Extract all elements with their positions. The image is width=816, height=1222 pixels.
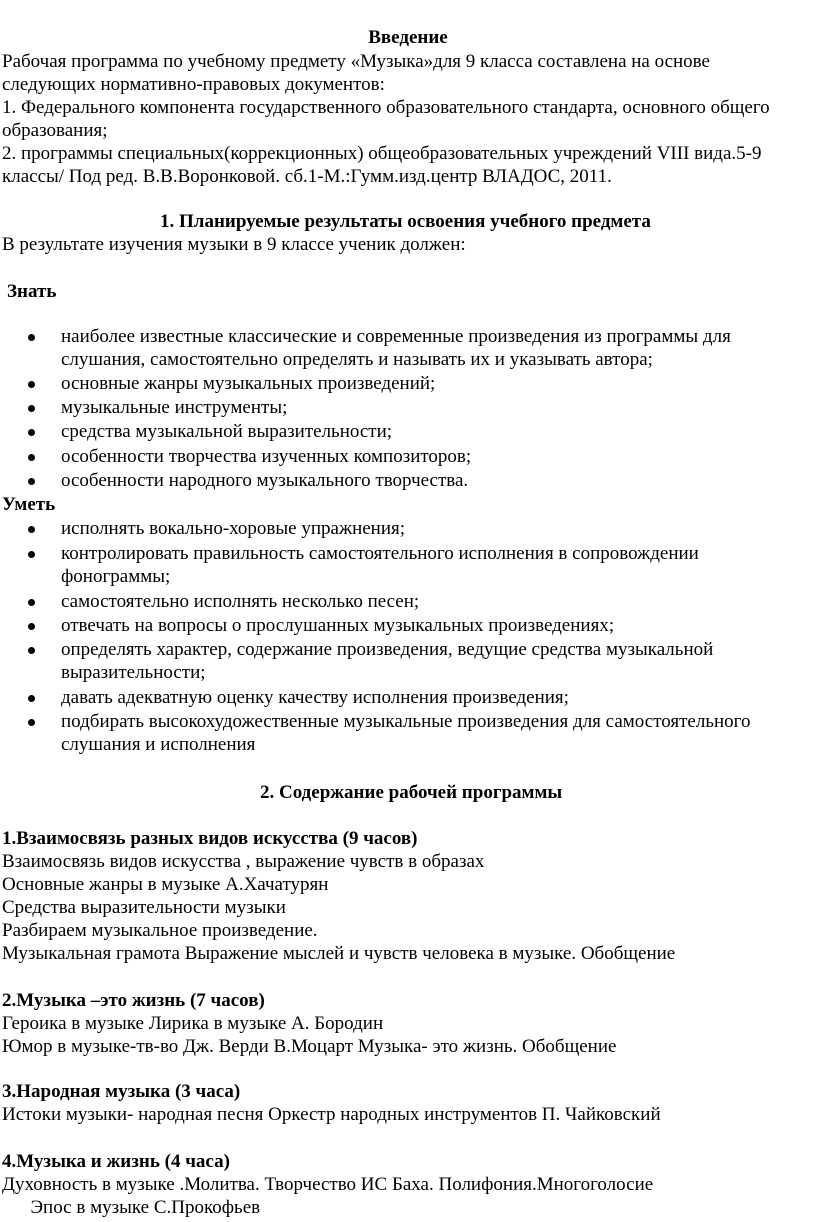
bullet-icon	[28, 719, 35, 726]
intro-title: Введение	[368, 27, 448, 48]
can-label: Уметь	[2, 494, 56, 515]
part-line: Основные жанры в музыке А.Хачатурян	[2, 874, 329, 895]
part-line: Эпос в музыке С.Прокофьев	[2, 1197, 261, 1218]
part-line: Взаимосвязь видов искусства , выражение чувств в образах	[2, 851, 485, 872]
bullet-icon	[28, 599, 35, 606]
bullet-icon	[28, 405, 35, 412]
intro-line: классы/ Под ред. В.В.Воронковой. сб.1-М.:Гумм.изд.центр ВЛАДОС, 2011.	[2, 166, 612, 187]
bullet-icon	[28, 647, 35, 654]
part-title: 3.Народная музыка (3 часа)	[2, 1081, 241, 1102]
bullet-icon	[28, 623, 35, 630]
part-line: Героика в музыке Лирика в музыке А. Бородин	[2, 1013, 384, 1034]
part-title: 2.Музыка –это жизнь (7 часов)	[2, 990, 265, 1011]
bullet-icon	[28, 695, 35, 702]
section2-heading: 2. Содержание рабочей программы	[260, 782, 563, 803]
intro-line: образования;	[2, 120, 108, 141]
intro-line: Рабочая программа по учебному предмету «Музыка»для 9 класса составлена на основе	[2, 51, 710, 72]
section1-lead: В результате изучения музыки в 9 классе ученик должен:	[2, 234, 466, 255]
intro-line: 1. Федерального компонента государственного образовательного стандарта, основного общего	[2, 97, 770, 118]
document-page: Введение Рабочая программа по учебному предмету «Музыка»для 9 класса составлена на основе следующих нормативно-правовых документов: 1. Федерального компонента государственного образовательного стандарта, основного общего образования; 2. программы специальных(коррекционных) общеобразовательных учреждений VIII вида.5-9 классы/ Под ред. В.В.Воронковой. сб.1-М.:Гумм.изд.центр ВЛАДОС, 2011. 1. Планируемые результаты освоения учебного предмета В результате изучения музыки в 9 классе ученик должен: Знать наиболее известные классические и современные произведения из программы для слушания, самостоятельно определять и называть их и указывать автора; основные жанры музыкальных произведений; музыкальные инструменты; средства музыкальной выразительности; особенности творчества изученных композиторов; особенности народного музыкального творчества. Уметь исполнять вокально-хоровые упражнения; контролировать правильность самостоятельного исполнения в сопровождении фонограммы; самостоятельно исполнять несколько песен; отвечать на вопросы о прослушанных музыкальных произведениях; определять характер, содержание произведения, ведущие средства музыкальной выразительности; давать адекватную оценку качеству исполнения произведения; подбирать высокохудожественные музыкальные произведения для самостоятельного слушания и исполнения 2. Содержание рабочей программы 1.Взаимосвязь разных видов искусства (9 часов) Взаимосвязь видов искусства , выражение чувств в образах Основные жанры в музыке А.Хачатурян Средства выразительности музыки Разбираем музыкальное произведение. Музыкальная грамота Выражение мыслей и чувств человека в музыке. Обобщение 2.Музыка –это жизнь (7 часов) Героика в музыке Лирика в музыке А. Бородин Юмор в музыке-тв-во Дж. Верди В.Моцарт Музыка- это жизнь. Обобщение 3.Народная музыка (3 часа) Истоки музыки- народная песня Оркестр народных инструментов П. Чайковский 4.Музыка и жизнь (4 часа) Духовность в музыке .Молитва. Творчество ИС Баха. Полифония.Многоголосие Эпос в музыке С.Прокофьев	[0, 0, 816, 1222]
know-label: Знать	[7, 281, 57, 302]
bullet-icon	[28, 551, 35, 558]
section1-heading: 1. Планируемые результаты освоения учебного предмета	[160, 211, 651, 232]
part-line: Духовность в музыке .Молитва. Творчество ИС Баха. Полифония.Многоголосие	[2, 1174, 654, 1195]
bullet-icon	[28, 454, 35, 461]
part-line: Разбираем музыкальное произведение.	[2, 920, 318, 941]
part-line: Музыкальная грамота Выражение мыслей и чувств человека в музыке. Обобщение	[2, 943, 676, 964]
part-line: Юмор в музыке-тв-во Дж. Верди В.Моцарт Музыка- это жизнь. Обобщение	[2, 1036, 617, 1057]
part-line: Средства выразительности музыки	[2, 897, 286, 918]
intro-line: следующих нормативно-правовых документов:	[2, 74, 385, 95]
bullet-icon	[28, 334, 35, 341]
bullet-icon	[28, 381, 35, 388]
part-line: Истоки музыки- народная песня Оркестр народных инструментов П. Чайковский	[2, 1104, 661, 1125]
bullet-icon	[28, 526, 35, 533]
intro-line: 2. программы специальных(коррекционных) общеобразовательных учреждений VIII вида.5-9	[2, 143, 762, 164]
part-title: 1.Взаимосвязь разных видов искусства (9 часов)	[2, 828, 418, 849]
part-title: 4.Музыка и жизнь (4 часа)	[2, 1151, 230, 1172]
bullet-icon	[28, 429, 35, 436]
bullet-icon	[28, 478, 35, 485]
